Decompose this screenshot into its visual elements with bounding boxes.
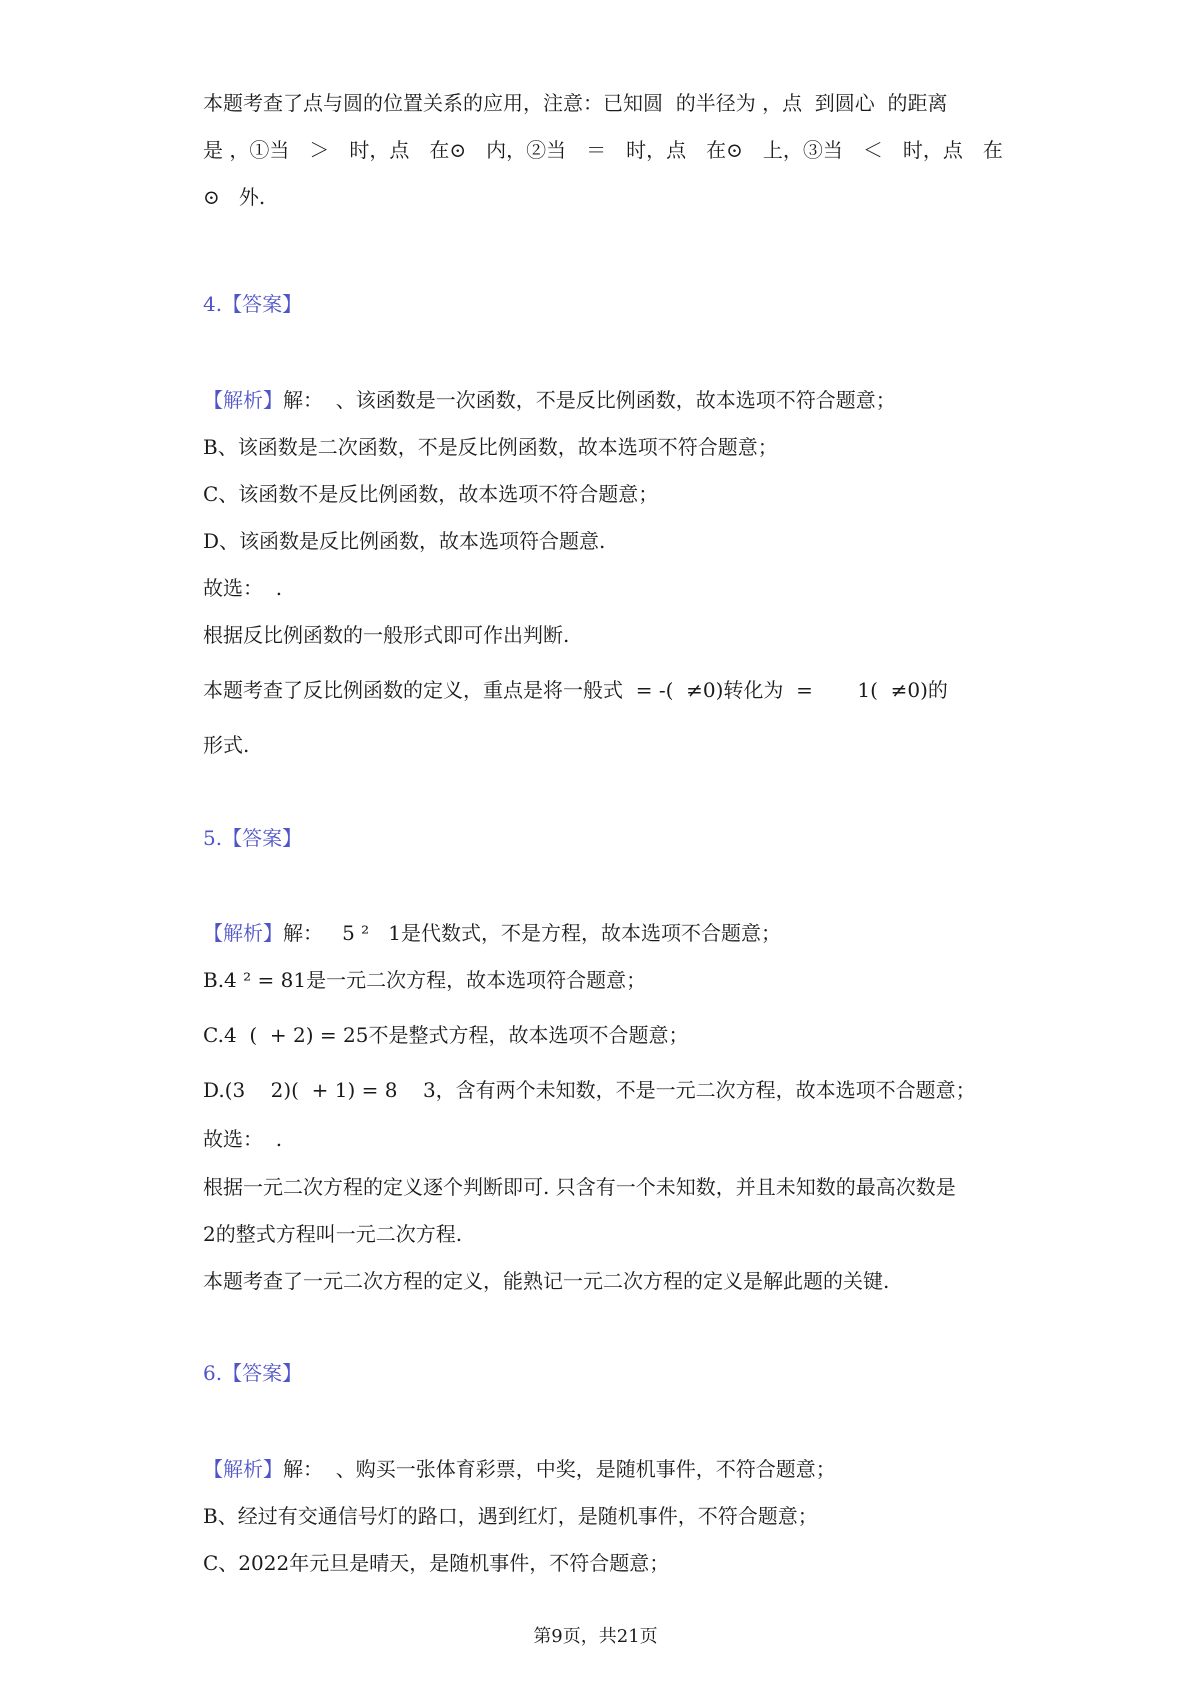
q4-option-d: D、该函数是反比例函数，故本选项符合题意.: [203, 529, 606, 553]
q5-basis-line1: 根据一元二次方程的定义逐个判断即可. 只含有一个未知数，并且未知数的最高次数是: [203, 1175, 956, 1199]
q5-analysis-line-a: 【解析】解： 5 ² 1是代数式，不是方程，故本选项不合题意；: [203, 921, 781, 945]
answer-tag: 【答案】: [222, 826, 303, 850]
q6-option-b: B、经过有交通信号灯的路口，遇到红灯，是随机事件，不符合题意；: [203, 1504, 818, 1528]
answer-tag: 【答案】: [222, 1361, 303, 1385]
analysis-tag: 【解析】: [203, 921, 283, 945]
q4-option-c: C、该函数不是反比例函数，故本选项不符合题意；: [203, 482, 659, 506]
question-number: 6.: [203, 1361, 223, 1385]
question-number: 5.: [203, 826, 223, 850]
q4-choice: 故选： .: [203, 576, 283, 600]
q6-option-c: C、2022年元旦是晴天，是随机事件，不符合题意；: [203, 1551, 670, 1575]
q5-answer-heading: [203, 823, 1003, 853]
analysis-tag: 【解析】: [203, 1457, 283, 1481]
q4-answer-heading: [203, 289, 1003, 319]
q5-note: 本题考查了一元二次方程的定义，能熟记一元二次方程的定义是解此题的关键.: [203, 1269, 890, 1293]
q4-note-line1: 本题考查了反比例函数的定义，重点是将一般式 = -( ≠0)转化为 = 1( ≠0)的: [203, 678, 948, 702]
answer-tag: 【答案】: [222, 292, 303, 316]
q3-note-line1: 本题考查了点与圆的位置关系的应用，注意：已知圆 的半径为 ，点 到圆心 的距离: [203, 91, 948, 115]
q5-choice: 故选： .: [203, 1127, 283, 1151]
q4-option-b: B、该函数是二次函数，不是反比例函数，故本选项不符合题意；: [203, 435, 778, 459]
page-footer: 第9页，共21页: [533, 1626, 658, 1647]
q3-note-line2: 是 ，①当 ＞ 时，点 在⊙ 内，②当 ＝ 时，点 在⊙ 上，③当 ＜ 时，点 在: [203, 138, 1003, 162]
q5-option-d: D.(3 2)( + 1) = 8 3，含有两个未知数，不是一元二次方程，故本选项不合题意；: [203, 1078, 976, 1102]
q5-option-b: B.4 ² = 81是一元二次方程，故本选项符合题意；: [203, 968, 647, 992]
q3-note-line3: ⊙ 外.: [203, 185, 266, 209]
q4-basis: 根据反比例函数的一般形式即可作出判断.: [203, 623, 570, 647]
q4-analysis-line-a: 【解析】解： 、该函数是一次函数，不是反比例函数，故本选项不符合题意；: [203, 388, 896, 412]
q6-answer-heading: [203, 1358, 1003, 1388]
q4-note-line2: 形式.: [203, 733, 250, 757]
q5-option-c: C.4 ( + 2) = 25不是整式方程，故本选项不合题意；: [203, 1023, 689, 1047]
analysis-tag: 【解析】: [203, 388, 283, 412]
q6-analysis-line-a: 【解析】解： 、购买一张体育彩票，中奖，是随机事件，不符合题意；: [203, 1457, 836, 1481]
question-number: 4.: [203, 292, 223, 316]
q5-basis-line2: 2的整式方程叫一元二次方程.: [203, 1222, 463, 1246]
